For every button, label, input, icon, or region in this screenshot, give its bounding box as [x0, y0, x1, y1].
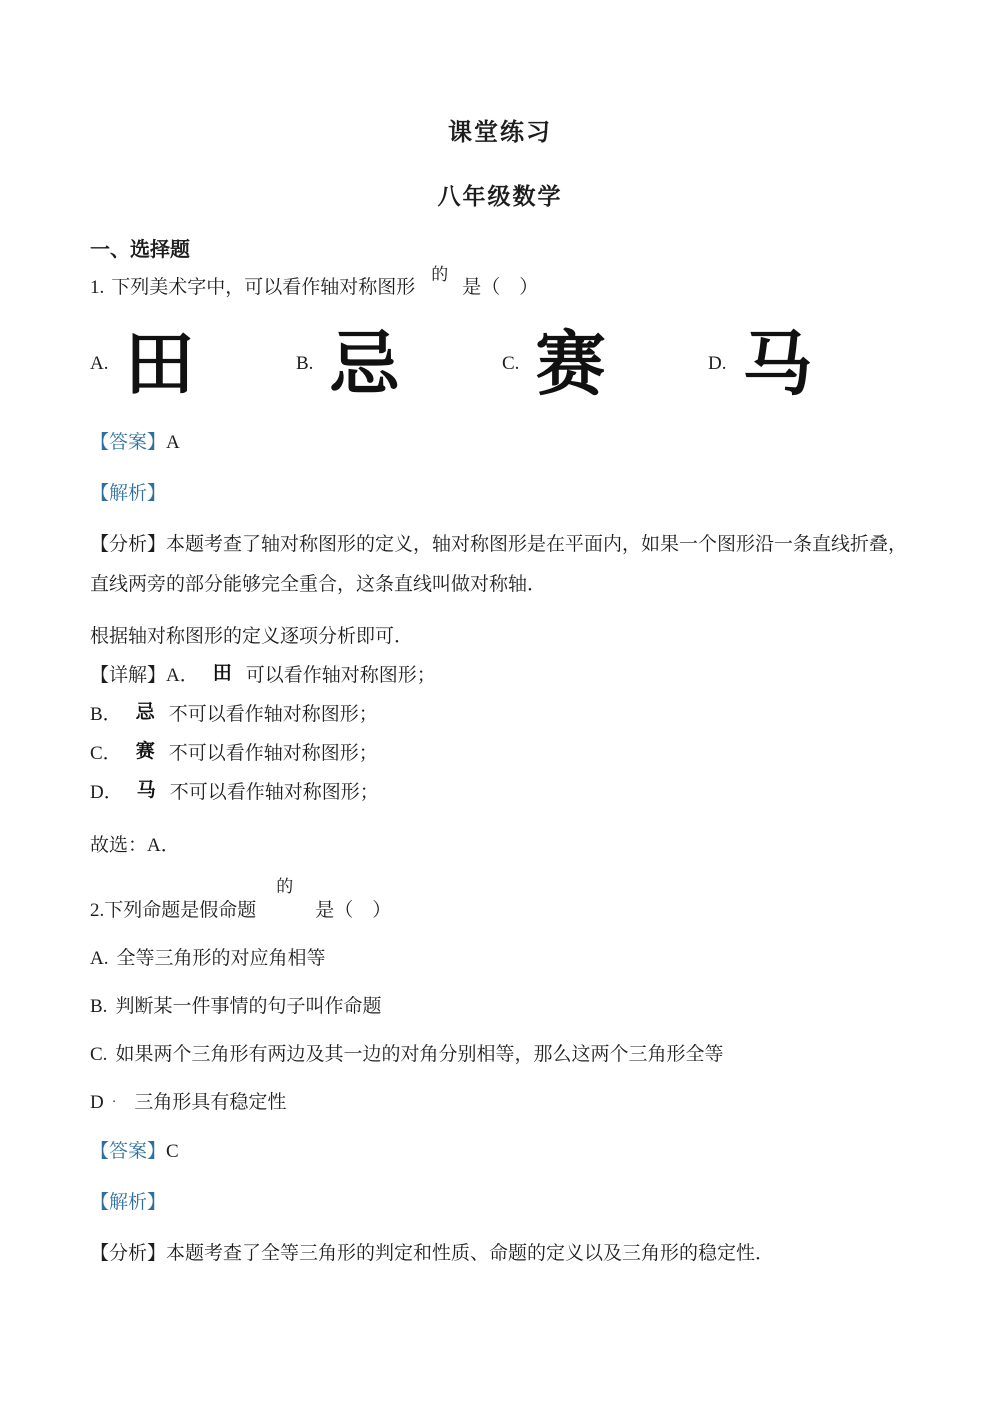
question-2-answer-value: C [166, 1141, 179, 1162]
fenxi-text-2: 本题考查了全等三角形的判定和性质、命题的定义以及三角形的稳定性． [166, 1243, 775, 1264]
page-subtitle: 八年级数学 [437, 184, 563, 209]
detail-b-character: 忌 [135, 702, 155, 723]
question-1-superscript: 的 [431, 265, 449, 284]
option-d [708, 325, 813, 403]
q2-option-b-text: 判断某一件事情的句子叫作命题 [115, 996, 382, 1017]
q2-option-a-text: 全等三角形的对应角相等 [116, 948, 326, 969]
answer-label-2: 【答案】 [90, 1141, 167, 1162]
question-2-analysis-text [90, 1234, 910, 1274]
question-2-superscript: 的 [276, 877, 294, 896]
detail-item-b [90, 699, 910, 726]
question-1-tail: 是（ ） [462, 277, 539, 298]
question-2-analysis-label: 【解析】 [90, 1192, 167, 1213]
question-2-option-b [90, 991, 910, 1018]
detail-c-character: 赛 [135, 741, 155, 762]
detail-c-letter: C． [90, 743, 122, 764]
question-1-number: 1. [90, 277, 105, 298]
question-1-analysis-label: 【解析】 [90, 483, 167, 504]
detail-b-letter: B． [90, 704, 122, 725]
option-d-character: 马 [742, 325, 813, 403]
option-c [502, 325, 708, 403]
option-b [296, 325, 502, 403]
detail-d-text: 不可以看作轴对称图形； [169, 782, 379, 803]
option-d-label: D. [708, 353, 727, 374]
page-title: 课堂练习 [448, 120, 552, 146]
detail-b-text: 不可以看作轴对称图形； [168, 704, 378, 725]
section-heading: 一、选择题 [90, 239, 190, 261]
detail-a-letter: A． [166, 665, 199, 686]
fenxi-text: 本题考查了轴对称图形的定义，轴对称图形是在平面内，如果一个图形沿一条直线折叠，直线两旁的部分能够完全重合，这条直线叫做对称轴． [90, 534, 908, 595]
option-c-character: 赛 [535, 325, 606, 403]
question-2-stem [90, 871, 910, 922]
q2-option-a-label: A. [90, 948, 109, 969]
q2-option-c-label: C. [90, 1044, 108, 1065]
fenxi-label: 【分析】 [90, 534, 167, 555]
detail-a-text: 可以看作轴对称图形； [245, 665, 436, 686]
detail-item-d [90, 777, 910, 804]
question-2-tail: 是（ ） [315, 900, 392, 921]
detail-item-c [90, 738, 910, 765]
question-1-analysis-text [90, 525, 910, 605]
detail-d-character: 马 [136, 780, 156, 801]
question-1-analysis-text-2: 根据轴对称图形的定义逐项分析即可． [90, 626, 414, 647]
q2-option-d-separator: · [111, 1095, 117, 1110]
q2-option-d-text: 三角形具有稳定性 [134, 1092, 287, 1113]
question-1-options [90, 315, 910, 413]
detail-c-text: 不可以看作轴对称图形； [168, 743, 378, 764]
detail-d-letter: D． [90, 782, 123, 803]
option-b-character: 忌 [329, 325, 400, 403]
question-2-option-a [90, 943, 910, 970]
question-1-stem [90, 265, 910, 299]
option-a-label: A. [90, 353, 109, 374]
detail-item-a [90, 660, 910, 687]
question-1-text: 下列美术字中，可以看作轴对称图形 [111, 277, 416, 298]
answer-label: 【答案】 [90, 432, 167, 453]
xiangjie-label: 【详解】 [90, 665, 167, 686]
question-2-answer-line [90, 1136, 910, 1163]
detail-a-label [90, 660, 199, 687]
q2-option-b-label: B. [90, 996, 108, 1017]
option-c-label: C. [502, 353, 520, 374]
q2-option-d-label: D [90, 1092, 104, 1113]
q2-option-c-text: 如果两个三角形有两边及其一边的对角分别相等，那么这两个三角形全等 [115, 1044, 724, 1065]
fenxi-label-2: 【分析】 [90, 1243, 167, 1264]
question-1-answer-value: A [166, 432, 180, 453]
option-a-character: 田 [124, 325, 195, 403]
detail-a-character: 田 [212, 663, 232, 684]
option-a [90, 325, 296, 403]
question-2-option-d [90, 1087, 910, 1114]
question-1-conclusion: 故选：A． [90, 835, 180, 856]
question-1-answer-line [90, 427, 910, 454]
question-2-text: 下列命题是假命题 [104, 900, 257, 921]
question-2-option-c [90, 1039, 910, 1066]
option-b-label: B. [296, 353, 314, 374]
question-2-number: 2. [90, 900, 105, 921]
